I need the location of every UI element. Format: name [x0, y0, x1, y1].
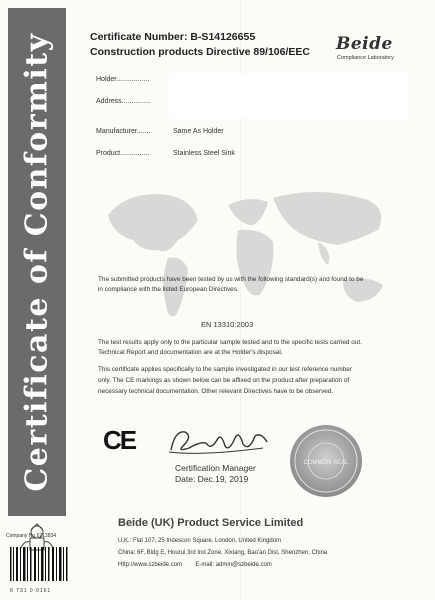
standard-number: EN 13310:2003: [201, 320, 254, 329]
company-number: Company No.6713834: [6, 533, 57, 539]
certificate-number: Certificate Number: B-S14126655: [90, 31, 256, 43]
company-name: Beide (UK) Product Service Limited: [118, 517, 304, 529]
uk-address: U.K.: Flat 107, 25 Indescon Square, London, United Kingdom: [118, 538, 282, 544]
brand-subtitle: Compliance Laboratory: [337, 55, 394, 61]
common-seal-icon: [287, 422, 365, 500]
brand-logo: Beide: [336, 34, 393, 54]
body-paragraph-3-line-2: only. The CE markings as shown below can be affixed on the product after preparation of: [98, 377, 350, 384]
manufacturer-value: Same As Holder: [173, 128, 224, 135]
body-paragraph-2-line-2: Technical Report and documentation are at the Holder's disposal.: [98, 349, 283, 356]
world-map-watermark: [88, 180, 413, 330]
product-value: Stainless Steel Sink: [173, 150, 235, 157]
sidebar-title: Certificate of Conformity: [19, 32, 55, 492]
web-email: Http://www.szbeide.com E-mail: admin@szbeide.com: [118, 562, 272, 568]
seal-text: COMMON SEAL: [303, 460, 349, 466]
address-label: Address...............: [96, 98, 151, 105]
directive-title: Construction products Directive 89/106/EEC: [90, 46, 310, 58]
body-paragraph-1-line-1: The submitted products have been tested by us with the following standard(s) and found to be: [98, 276, 364, 283]
body-paragraph-1-line-2: in compliance with the listed European Directives.: [98, 286, 239, 293]
body-paragraph-3-line-3: necessary technical documentation. Other relevant Directives have to be observed.: [98, 388, 334, 395]
product-label: Product...............: [96, 150, 150, 157]
body-paragraph-3-line-1: This certificate applies specifically to the sample investigated in our test reference number: [98, 366, 352, 373]
manufacturer-label: Manufacturer.......: [96, 128, 151, 135]
china-address: China: 6F, Bldg E, Hourui 3rd Ind Zone, Xixiang, Bao'an Dist, Shenzhen, China: [118, 550, 328, 556]
barcode-number: 6 731 0 0161: [10, 588, 52, 594]
barcode-icon: [8, 547, 70, 583]
ce-mark: CE: [103, 425, 136, 455]
certificate-date: Date: Dec.19, 2019: [175, 474, 249, 484]
sidebar-banner: [8, 8, 66, 516]
holder-label: Holder.................: [96, 76, 150, 83]
redacted-area: [169, 73, 409, 119]
body-paragraph-2-line-1: The test results apply only to the particular sample tested and to the specific tests carried out.: [98, 339, 362, 346]
handwritten-signature: [163, 422, 275, 460]
signatory-role: Certification Manager: [175, 463, 256, 473]
